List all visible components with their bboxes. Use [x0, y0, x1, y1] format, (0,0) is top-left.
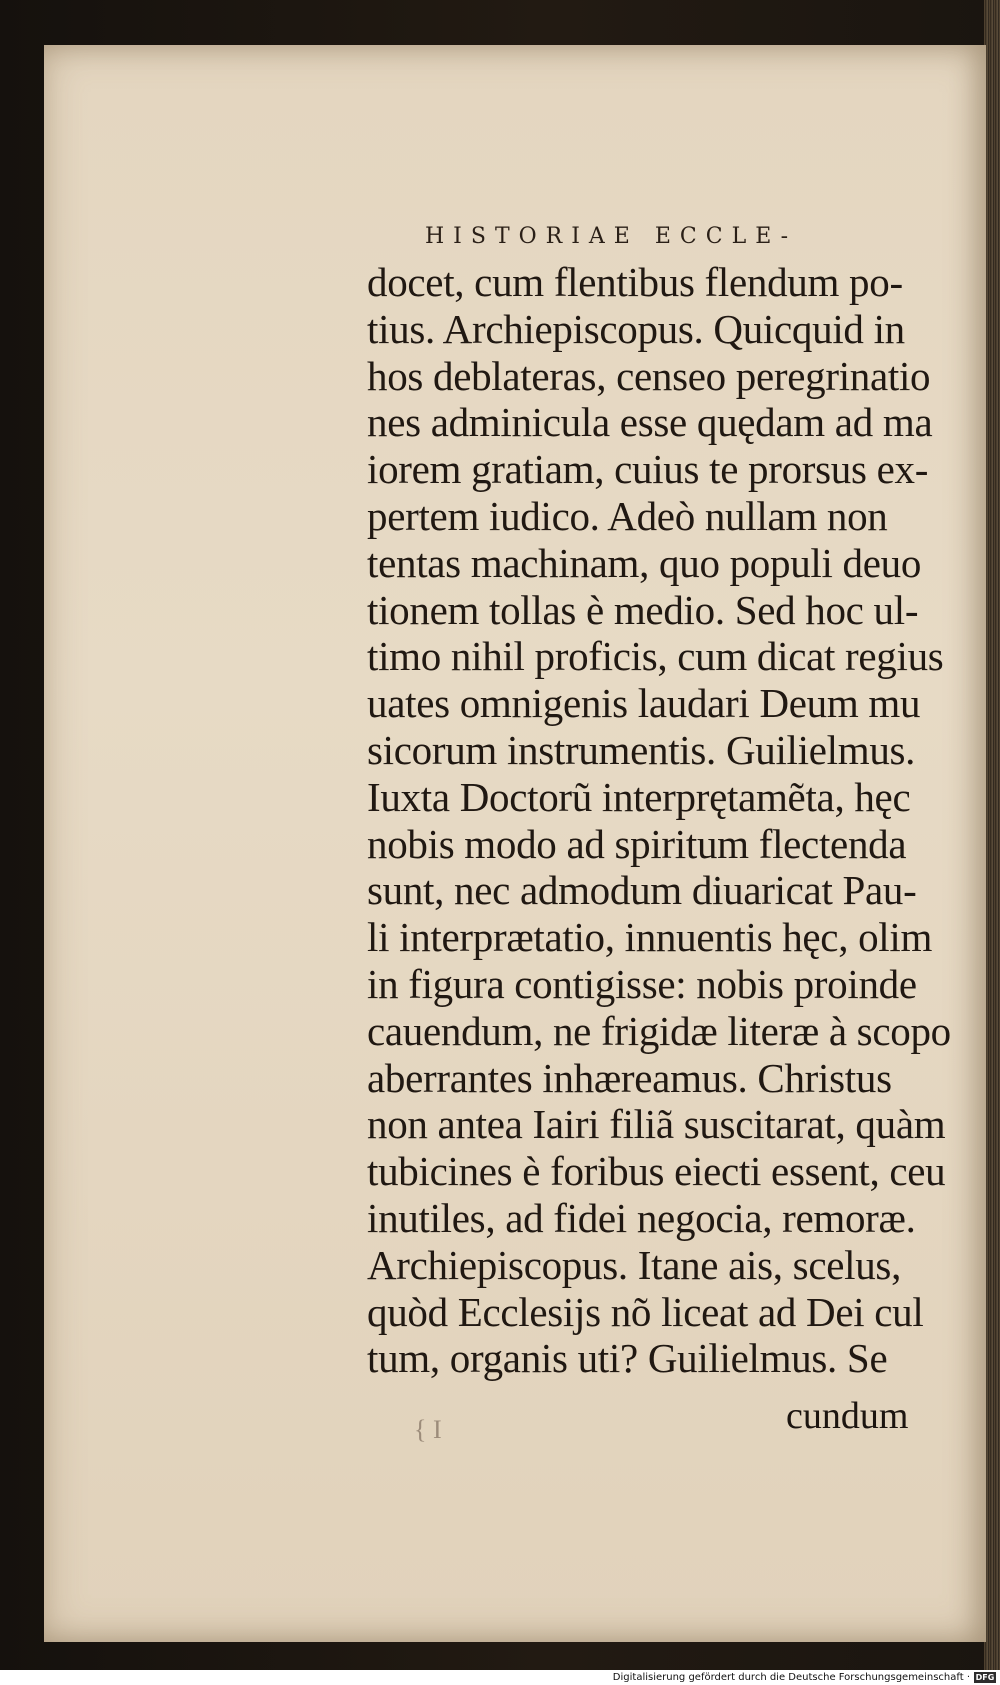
running-head: HISTORIAE ECCLE-: [425, 224, 798, 249]
text-line: Archiepiscopus. Itane ais, scelus,: [367, 1241, 902, 1288]
text-line: inutiles, ad fidei negocia, remoræ.: [367, 1194, 916, 1241]
text-line: nes adminicula esse quędam ad ma: [367, 399, 933, 446]
text-line: sicorum instrumentis. Guilielmus.: [367, 726, 916, 773]
text-block: [367, 215, 1000, 1382]
text-line: timo nihil proficis, cum dicat regius: [367, 633, 944, 680]
text-line: docet, cum flentibus flendum po-: [367, 259, 903, 305]
footer-credit: Digitalisierung gefördert durch die Deutsche Forschungsgemeinschaft ·: [612, 1672, 970, 1683]
body-text: [367, 259, 1000, 1382]
signature-mark: { I: [414, 1415, 442, 1444]
text-line: in figura contigisse: nobis proinde: [367, 960, 917, 1007]
text-line: Iuxta Doctorũ interprętamẽta, hęc: [367, 773, 911, 820]
printed-page: [44, 45, 986, 1642]
text-line: aberrantes inhæreamus. Christus: [367, 1054, 892, 1101]
text-line: nobis modo ad spiritum flectenda: [367, 820, 907, 867]
text-line: tionem tollas è medio. Sed hoc ul-: [367, 586, 919, 633]
text-line: tum, organis uti? Guilielmus. Se: [367, 1335, 888, 1382]
text-line: hos deblateras, censeo peregrinatio: [367, 352, 931, 399]
text-line: non antea Iairi filiã suscitarat, quàm: [367, 1101, 946, 1148]
text-line: li interprætatio, innuentis hęc, olim: [367, 914, 933, 961]
text-line: cauendum, ne frigidæ literæ à scopo: [367, 1007, 951, 1054]
text-line: tentas machinam, quo populi deuo: [367, 539, 922, 586]
text-line: iorem gratiam, cuius te prorsus ex-: [367, 446, 929, 493]
text-line: tubicines è foribus eiecti essent, ceu: [367, 1148, 946, 1195]
text-line: tius. Archiepiscopus. Quicquid in: [367, 305, 905, 352]
text-line: uates omnigenis laudari Deum mu: [367, 680, 921, 727]
text-line: quòd Ecclesijs nõ liceat ad Dei cul: [367, 1288, 924, 1335]
catchword: cundum: [786, 1395, 909, 1437]
digitization-footer: [0, 1670, 1000, 1685]
text-line: pertem iudico. Adeò nullam non: [367, 492, 888, 539]
text-line: sunt, nec admodum diuaricat Pau-: [367, 867, 917, 914]
dfg-logo: DFG: [975, 1673, 995, 1682]
